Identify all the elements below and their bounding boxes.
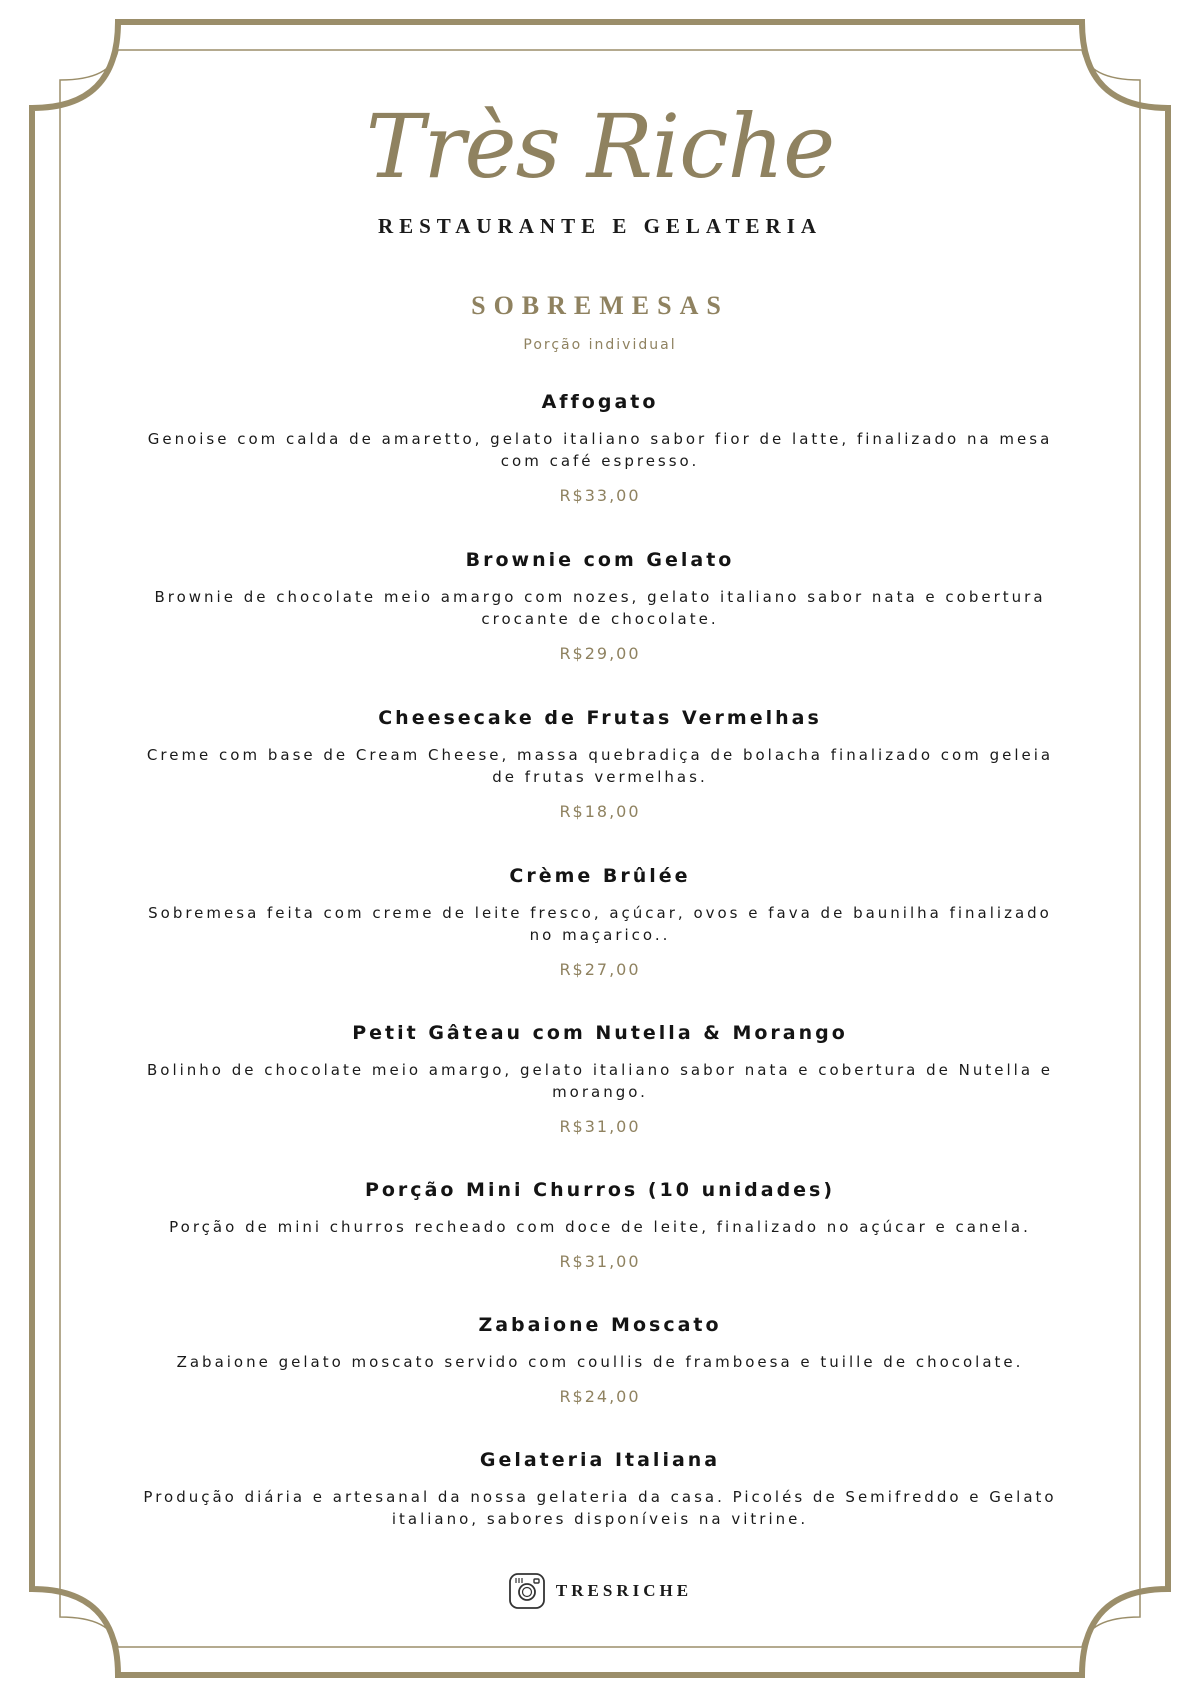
- menu-item-description: Porção de mini churros recheado com doce de leite, finalizado no açúcar e canela.: [169, 1218, 1031, 1236]
- menu-item-description: Creme com base de Cream Cheese, massa quebradiça de bolacha finalizado com geleia de frutas vermelhas.: [146, 746, 1054, 786]
- menu-item-name: Affogato: [541, 391, 659, 413]
- menu-item-name: Cheesecake de Frutas Vermelhas: [378, 707, 822, 729]
- menu-item-name: Zabaione Moscato: [478, 1314, 722, 1336]
- menu-item-description: Bolinho de chocolate meio amargo, gelato italiano sabor nata e cobertura de Nutella e morango.: [146, 1061, 1054, 1101]
- menu-item-description: Brownie de chocolate meio amargo com nozes, gelato italiano sabor nata e cobertura crocante de chocolate.: [154, 588, 1046, 628]
- menu-item-price: R$18,00: [559, 802, 641, 821]
- menu-item-price: R$27,00: [559, 960, 641, 979]
- menu-item: [140, 864, 1060, 982]
- menu-item-price: R$31,00: [559, 1252, 641, 1271]
- menu-item-price: R$33,00: [559, 486, 641, 505]
- menu-item: [140, 548, 1060, 666]
- menu-item: [140, 1313, 1060, 1409]
- menu-item-description: Produção diária e artesanal da nossa gelateria da casa. Picolés de Semifreddo e Gelato italiano, sabores disponíveis na vitrine.: [143, 1488, 1057, 1528]
- menu-item: [140, 390, 1060, 508]
- menu-item-name: Crème Brûlée: [509, 865, 691, 887]
- restaurant-logo: Très Riche: [365, 95, 835, 198]
- menu-item: [140, 1448, 1060, 1530]
- menu-item-name: Gelateria Italiana: [479, 1449, 721, 1471]
- menu-item-name: Porção Mini Churros (10 unidades): [364, 1179, 836, 1201]
- section-subtitle: Porção individual: [523, 337, 677, 353]
- menu-item-price: R$31,00: [559, 1117, 641, 1136]
- menu-item: [140, 1178, 1060, 1274]
- menu-item-description: Genoise com calda de amaretto, gelato italiano sabor fior de latte, finalizado na mesa com café espresso.: [147, 430, 1053, 470]
- menu-item-name: Petit Gâteau com Nutella & Morango: [352, 1022, 848, 1044]
- menu-item-description: Sobremesa feita com creme de leite fresco, açúcar, ovos e fava de baunilha finalizado no maçarico..: [148, 904, 1052, 944]
- instagram-icon[interactable]: [508, 1572, 546, 1610]
- menu-item-price: R$24,00: [559, 1387, 641, 1406]
- instagram-handle[interactable]: TRESRICHE: [555, 1581, 693, 1600]
- menu-item: [140, 706, 1060, 824]
- section-title: SOBREMESAS: [471, 291, 729, 320]
- menu-item-name: Brownie com Gelato: [465, 549, 735, 571]
- menu-item-price: R$29,00: [559, 644, 641, 663]
- menu-item-description: Zabaione gelato moscato servido com coullis de framboesa e tuille de chocolate.: [176, 1353, 1024, 1371]
- footer-social: [0, 1572, 1200, 1610]
- restaurant-tagline: RESTAURANTE E GELATERIA: [377, 214, 823, 238]
- menu-item: [140, 1021, 1060, 1139]
